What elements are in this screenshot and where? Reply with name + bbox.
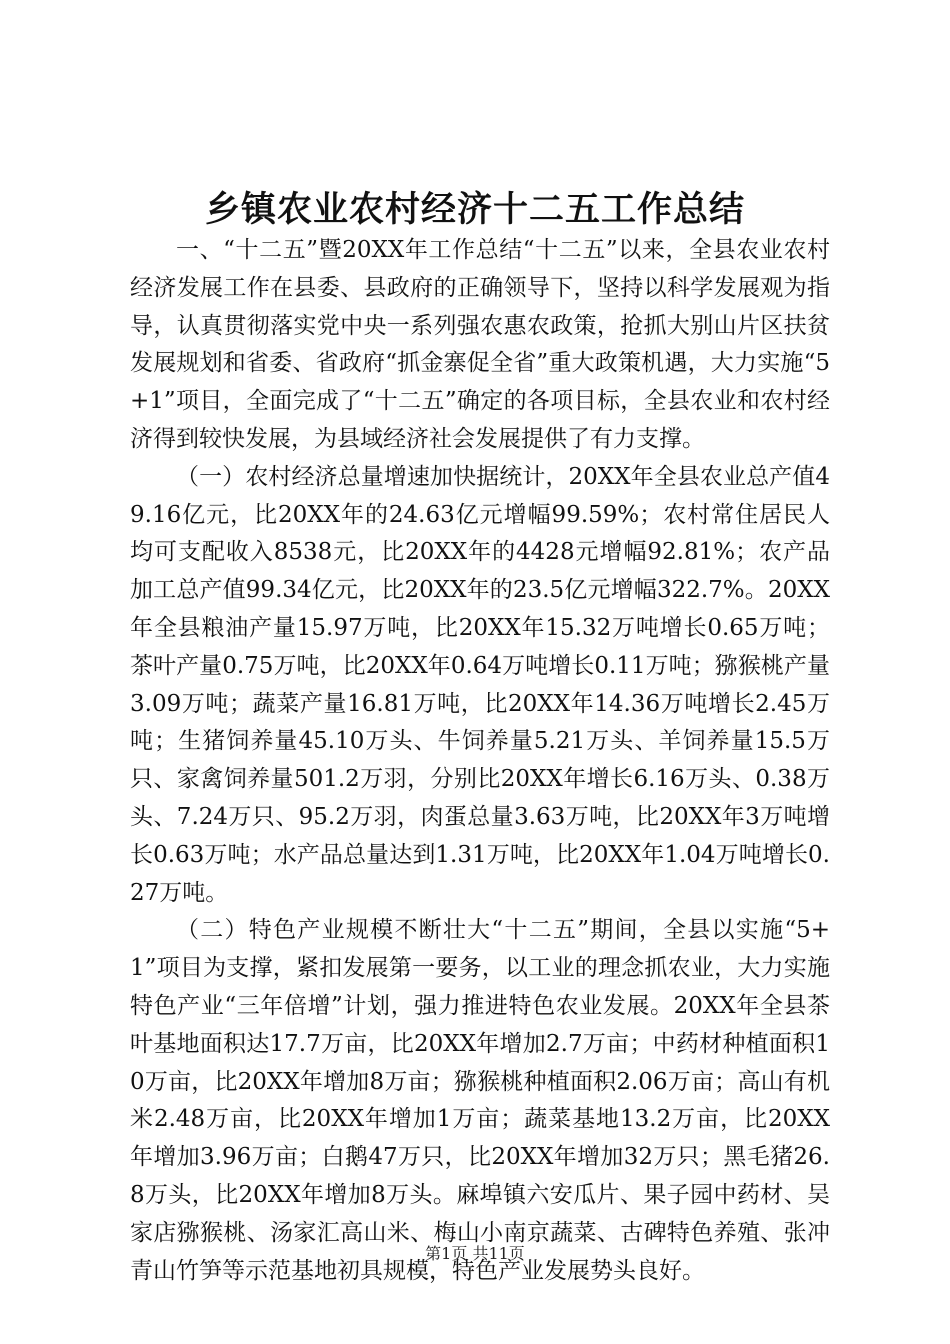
paragraph-featured-industry: （二）特色产业规模不断壮大“十二五”期间，全县以实施“5+1”项目为支撑，紧扣发展第一要务，以工业的理念抓农业，大力实施特色产业“三年倍增”计划，强力推进特色农业发展。20XX年全县茶叶基地面积达17.7万亩，比20XX年增加2.7万亩；中药材种植面积10万亩，比20XX年增加8万亩；猕猴桃种植面积2.06万亩；高山有机米2.48万亩，比20XX年增加1万亩；蔬菜基地13.2万亩，比20XX年增加3.96万亩；白鹅47万只，比20XX年增加32万只；黑毛猪26.8万头，比20XX年增加8万头。麻埠镇六安瓜片、果子园中药材、吴家店猕猴桃、汤家汇高山米、梅山小南京蔬菜、古碑特色养殖、张冲青山竹笋等示范基地初具规模，特色产业发展势头良好。 [130, 917, 830, 1284]
paragraph-economic-growth: （一）农村经济总量增速加快据统计，20XX年全县农业总产值49.16亿元，比20XX年的24.63亿元增幅99.59%；农村常住居民人均可支配收入8538元，比20XX年的4428元增幅92.81%；农产品加工总产值99.34亿元，比20XX年的23.5亿元增幅322.7%。20XX年全县粮油产量15.97万吨，比20XX年15.32万吨增长0.65万吨；茶叶产量0.75万吨，比20XX年0.64万吨增长0.11万吨；猕猴桃产量3.09万吨；蔬菜产量16.81万吨，比20XX年14.36万吨增长2.45万吨；生猪饲养量45.10万头、牛饲养量5.21万头、羊饲养量15.5万只、家禽饲养量501.2万羽，分别比20XX年增长6.16万头、0.38万头、7.24万只、95.2万羽，肉蛋总量3.63万吨，比20XX年3万吨增长0.63万吨；水产品总量达到1.31万吨，比20XX年1.04万吨增长0.27万吨。 [130, 463, 831, 906]
document-title: 乡镇农业农村经济十二五工作总结 [204, 189, 745, 230]
paragraph-overview: 一、“十二五”暨20XX年工作总结“十二五”以来，全县农业农村经济发展工作在县委、县政府的正确领导下，坚持以科学发展观为指导，认真贯彻落实党中央一系列强农惠农政策，抢抓大别山片区扶贫发展规划和省委、省政府“抓金寨促全省”重大政策机遇，大力实施“5+1”项目，全面完成了“十二五”确定的各项目标，全县农业和农村经济得到较快发展，为县域经济社会发展提供了有力支撑。 [130, 237, 830, 452]
page-footer: 第1页 共11页 [425, 1244, 525, 1263]
document-body [130, 232, 830, 1290]
